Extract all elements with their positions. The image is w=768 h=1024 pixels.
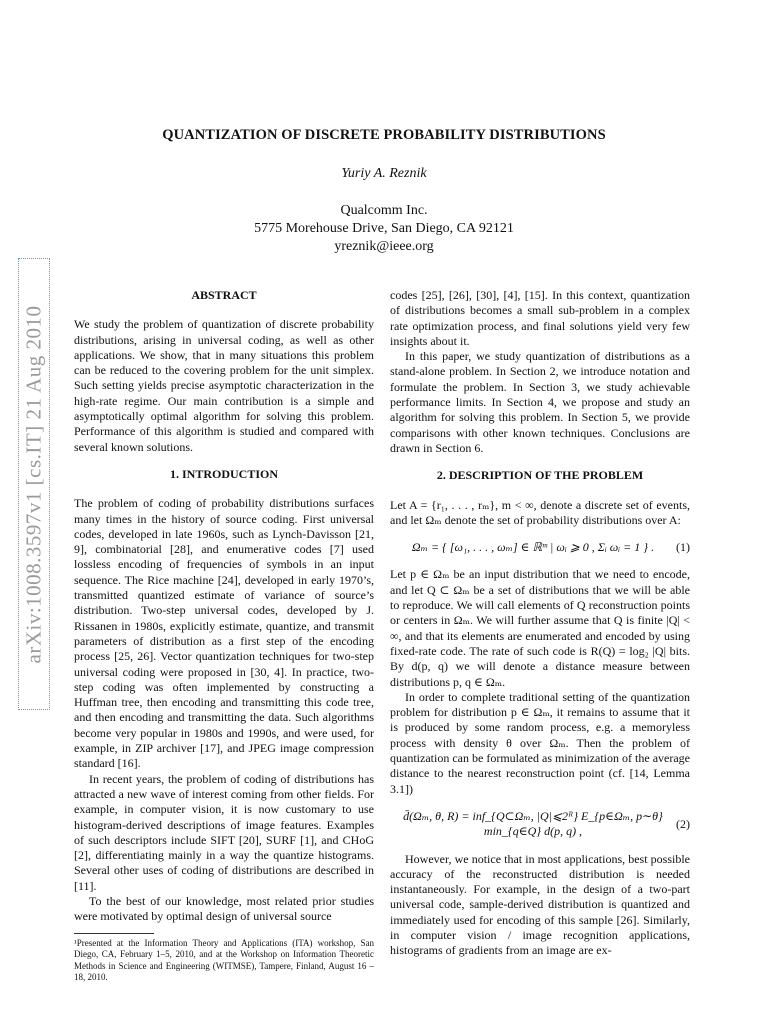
equation-2-body: d̄(Ωₘ, θ, R) = inf_{Q⊂Ωₘ, |Q|⩽2ᴿ} E_{p∈Ωₘ, p∼θ} min_{q∈Q} d(p, q) , [403,808,663,839]
abstract-heading: ABSTRACT [191,288,257,302]
affiliation-email: yreznik@ieee.org [334,239,434,254]
abstract-text: We study the problem of quantization of discrete probability distributions, arising in universal coding, as well as other applications. We show, that in many situations this problem can be reduced to the covering problem for the unit simplex. Such setting yields precise asymptotic characterization in the high-rate regime. Our main contribution is a simple and asymptotically optimal algorithm for solving this problem. Performance of this algorithm is studied and compared with several known solutions. [74,317,374,454]
equation-1 [390,540,690,555]
footnote-rule [74,933,154,934]
however-paragraph: However, we notice that in most applications, best possible accuracy of the reconstructed distribution is needed instantaneously. For example, in the design of a two-part universal code, sample-derived distribution is quantized and immediately used for encoding of this sample [26]. Similarly, in computer vision / image recognition applications, histograms of gradients from an image are ex- [390,851,690,958]
arxiv-stamp-text: arXiv:1008.3597v1 [cs.IT] 21 Aug 2010 [21,305,46,663]
footnote: ¹Presented at the Information Theory and Applications (ITA) workshop, San Diego, CA, February 1–5, 2010, and at the Workshop on Information Theoretic Methods in Science and Engineering (WITMSE), Tampere, Finland, August 16 – 18, 2010. [74,937,374,983]
intro-paragraph-1: The problem of coding of probability distributions surfaces many times in the history of source coding. First universal codes, developed in late 1960s, such as Lynch-Davisson [21, 9], combinatorial [28], and enumerative codes [7] used lossless encoding of frequencies of symbols in an input sequence. The Rice machine [24], developed in early 1970’s, transmitted quantized estimate of variance of source’s distribution. Two-step universal codes, developed by J. Rissanen in 1980s, explicitly estimate, quantize, and transmit parameters of distribution as a first step of the encoding process [25, 26]. Vector quantization techniques for two-step universal coding were proposed in [30, 4]. In practice, two-step coding was often implemented by constructing a Huffman tree, then encoding and transmitting this code tree, and then encoding and transmitting the data. Such algorithms become very popular in 1980s and 1990s, and were used, for example, in ZIP archiver [17], and JPEG image compression standard [16]. [74,496,374,771]
paper-plan-paragraph: In this paper, we study quantization of distributions as a stand-alone problem. In Section 2, we introduce notation and formulate the problem. In Section 3, we study achievable performance limits. In Section 4, we propose and study an algorithm for solving this problem. In Section 5, we provide comparisons with other known techniques. Conclusions are drawn in Section 6. [390,349,690,455]
affiliation-address: 5775 Morehouse Drive, San Diego, CA 92121 [254,221,514,236]
intro-continuation: codes [25], [26], [30], [4], [15]. In this context, quantization of distributions becomes a small sub-problem in a complex rate optimization process, and final solutions yield very few insights about it. [390,288,690,348]
equation-1-number: (1) [676,540,690,555]
equation-1-body: Ωₘ = { [ω₁, . . . , ωₘ] ∈ ℝᵐ | ωᵢ ⩾ 0 , Σᵢ ωᵢ = 1 } . [411,540,655,555]
section-2-heading: 2. DESCRIPTION OF THE PROBLEM [436,468,644,483]
setting-paragraph: In order to complete traditional setting of the quantization problem for distribution p ∈ Ωₘ, it remains to assume that it is produced by some random process, e.g. a memoryless process with density θ over Ωₘ. Then the problem of quantization can be formulated as minimization of the average distance to the nearest reconstruction point (cf. [14, Lemma 3.1]) [390,689,690,796]
introduction-heading: 1. INTRODUCTION [169,466,278,481]
intro-paragraph-3: To the best of our knowledge, most related prior studies were motivated by optimal design of universal source [74,893,374,924]
author-name: Yuriy A. Reznik [341,166,427,181]
intro-paragraph-2: In recent years, the problem of coding of distributions has attracted a new wave of interest coming from other fields. For example, in computer vision, it is now customary to use histogram-derived descriptions of image features. Examples of such descriptors include SIFT [20], SURF [1], and CHoG [2], differentiating mainly in a way the quantize histograms. Several other uses of coding of distributions are described in [11]. [74,771,374,893]
equation-2 [390,809,690,840]
affiliation-org: Qualcomm Inc. [340,203,428,218]
paper-title: QUANTIZATION OF DISCRETE PROBABILITY DISTRIBUTIONS [162,127,606,143]
equation-2-number: (2) [676,816,690,831]
arxiv-stamp [18,258,50,710]
definition-paragraph: Let A = {r₁, . . . , rₘ}, m < ∞, denote a discrete set of events, and let Ωₘ denote the set of probability distributions over A: [390,497,690,527]
left-column [74,288,374,984]
right-column [390,288,690,959]
affiliation [0,202,768,256]
quantizer-paragraph: Let p ∈ Ωₘ be an input distribution that we need to encode, and let Q ⊂ Ωₘ be a set of distributions that we will be able to reproduce. We will call elements of Q reconstruction points or centers in Ωₘ. We will further assume that Q is finite |Q| < ∞, and that its elements are enumerated and encoded by using fixed-rate code. The rate of such code is R(Q) = log₂ |Q| bits. By d(p, q) we will denote a distance measure between distributions p, q ∈ Ωₘ. [390,567,690,689]
